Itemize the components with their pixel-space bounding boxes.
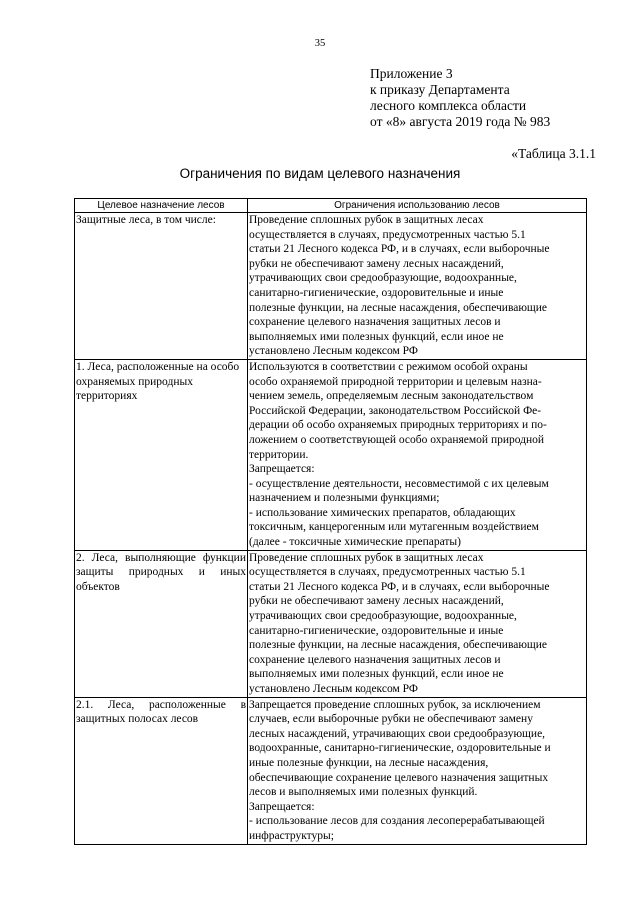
- table-row: [75, 359, 587, 550]
- restriction-line: дерации об особо охраняемых природных территориях и по-: [249, 419, 547, 432]
- restrictions-cell: [248, 550, 587, 697]
- restriction-line: назначением и полезными функциями;: [249, 492, 440, 505]
- appendix-reference: [370, 66, 550, 130]
- restriction-line: рубки не обеспечивают замену лесных насаждений,: [249, 595, 504, 608]
- restriction-line: полезные функции, на лесные насаждения, обеспечивающие: [249, 301, 548, 314]
- restriction-line: токсичным, канцерогенным или мутагенным воздействием: [249, 521, 539, 534]
- restriction-line: чением земель, определяемым лесным законодательством: [249, 390, 534, 403]
- restrictions-cell: [248, 697, 587, 844]
- restriction-line: утрачивающих свои средообразующие, водоохранные,: [249, 272, 517, 285]
- purpose-cell: 2. Леса, выполняющие функции защиты природных и иных объектов: [75, 550, 248, 697]
- header-restrictions: Ограничения использованию лесов: [248, 199, 587, 213]
- restriction-line: утрачивающих свои средообразующие, водоохранные,: [249, 610, 517, 623]
- restriction-line: санитарно-гигиенические, оздоровительные и иные: [249, 624, 504, 637]
- restriction-line: сохранение целевого назначения защитных лесов и: [249, 316, 501, 329]
- restriction-line: осуществляется в случаях, предусмотренных частью 5.1: [249, 228, 526, 241]
- table-header-row: [75, 199, 587, 213]
- table-body: [75, 213, 587, 845]
- table-row: [75, 213, 587, 360]
- restriction-line: водоохранные, санитарно-гигиенические, оздоровительные и: [249, 742, 551, 755]
- restriction-line: Запрещается:: [249, 800, 315, 813]
- purpose-cell: 1. Леса, расположенные на особо охраняемых природных территориях: [75, 359, 248, 550]
- restriction-line: Используются в соответствии с режимом особой охраны: [249, 360, 528, 373]
- restriction-line: статьи 21 Лесного кодекса РФ, и в случаях, если выборочные: [249, 243, 550, 256]
- restriction-line: обеспечивающие сохранение целевого назначения защитных: [249, 771, 549, 784]
- restriction-line: установлено Лесным кодексом РФ: [249, 345, 418, 358]
- appendix-line: от «8» августа 2019 года № 983: [370, 114, 551, 129]
- restriction-line: иные полезные функции, на лесные насаждения,: [249, 756, 489, 769]
- purpose-cell: 2.1. Леса, расположенные в защитных полосах лесов: [75, 697, 248, 844]
- restriction-line: рубки не обеспечивают замену лесных насаждений,: [249, 257, 504, 270]
- appendix-line: Приложение 3: [370, 66, 453, 81]
- page-number: 35: [314, 38, 326, 49]
- restriction-line: Проведение сплошных рубок в защитных лесах: [249, 214, 484, 226]
- restriction-line: Запрещается проведение сплошных рубок, за исключением: [249, 698, 541, 711]
- restriction-line: выполняемых ими полезных функций, если иное не: [249, 668, 504, 681]
- table-label: «Таблица 3.1.1: [511, 146, 596, 161]
- table-row: [75, 550, 587, 697]
- restriction-line: ложением о соответствующей особо охраняемой природной: [249, 433, 545, 446]
- restriction-line: - использование химических препаратов, обладающих: [249, 506, 516, 519]
- restriction-line: территории.: [249, 448, 309, 461]
- restriction-line: полезные функции, на лесные насаждения, обеспечивающие: [249, 639, 548, 652]
- purpose-cell: Защитные леса, в том числе:: [75, 213, 248, 360]
- restriction-line: выполняемых ими полезных функций, если иное не: [249, 330, 504, 343]
- restriction-line: Российской Федерации, законодательством Российской Фе-: [249, 404, 542, 417]
- restriction-line: - осуществление деятельности, несовместимой с их целевым: [249, 477, 549, 490]
- restriction-line: санитарно-гигиенические, оздоровительные и иные: [249, 286, 504, 299]
- restrictions-cell: [248, 213, 587, 360]
- header-purpose: Целевое назначение лесов: [75, 199, 248, 213]
- restriction-line: установлено Лесным кодексом РФ: [249, 683, 418, 695]
- restriction-line: случаев, если выборочные рубки не обеспечивают замену: [249, 713, 533, 726]
- restrictions-cell: [248, 359, 587, 550]
- restriction-line: - использование лесов для создания лесоперерабатывающей: [249, 815, 545, 828]
- restriction-line: (далее - токсичные химические препараты): [249, 536, 461, 549]
- table-title: Ограничения по видам целевого назначения: [179, 166, 461, 181]
- restriction-line: осуществляется в случаях, предусмотренных частью 5.1: [249, 566, 526, 579]
- restriction-line: инфраструктуры;: [249, 829, 334, 842]
- restriction-line: статьи 21 Лесного кодекса РФ, и в случаях, если выборочные: [249, 580, 550, 593]
- restriction-line: лесов и выполняемых ими полезных функций.: [249, 786, 478, 799]
- restriction-line: лесных насаждений, утрачивающих свои средообразующие,: [249, 727, 546, 740]
- restriction-line: сохранение целевого назначения защитных лесов и: [249, 653, 501, 666]
- restriction-line: Проведение сплошных рубок в защитных лесах: [249, 551, 484, 564]
- appendix-line: лесного комплекса области: [370, 98, 527, 113]
- table-row: [75, 697, 587, 844]
- restrictions-table: [74, 198, 587, 845]
- restriction-line: особо охраняемой природной территории и целевым назна-: [249, 375, 542, 388]
- restriction-line: Запрещается:: [249, 463, 315, 476]
- appendix-line: к приказу Департамента: [370, 82, 510, 97]
